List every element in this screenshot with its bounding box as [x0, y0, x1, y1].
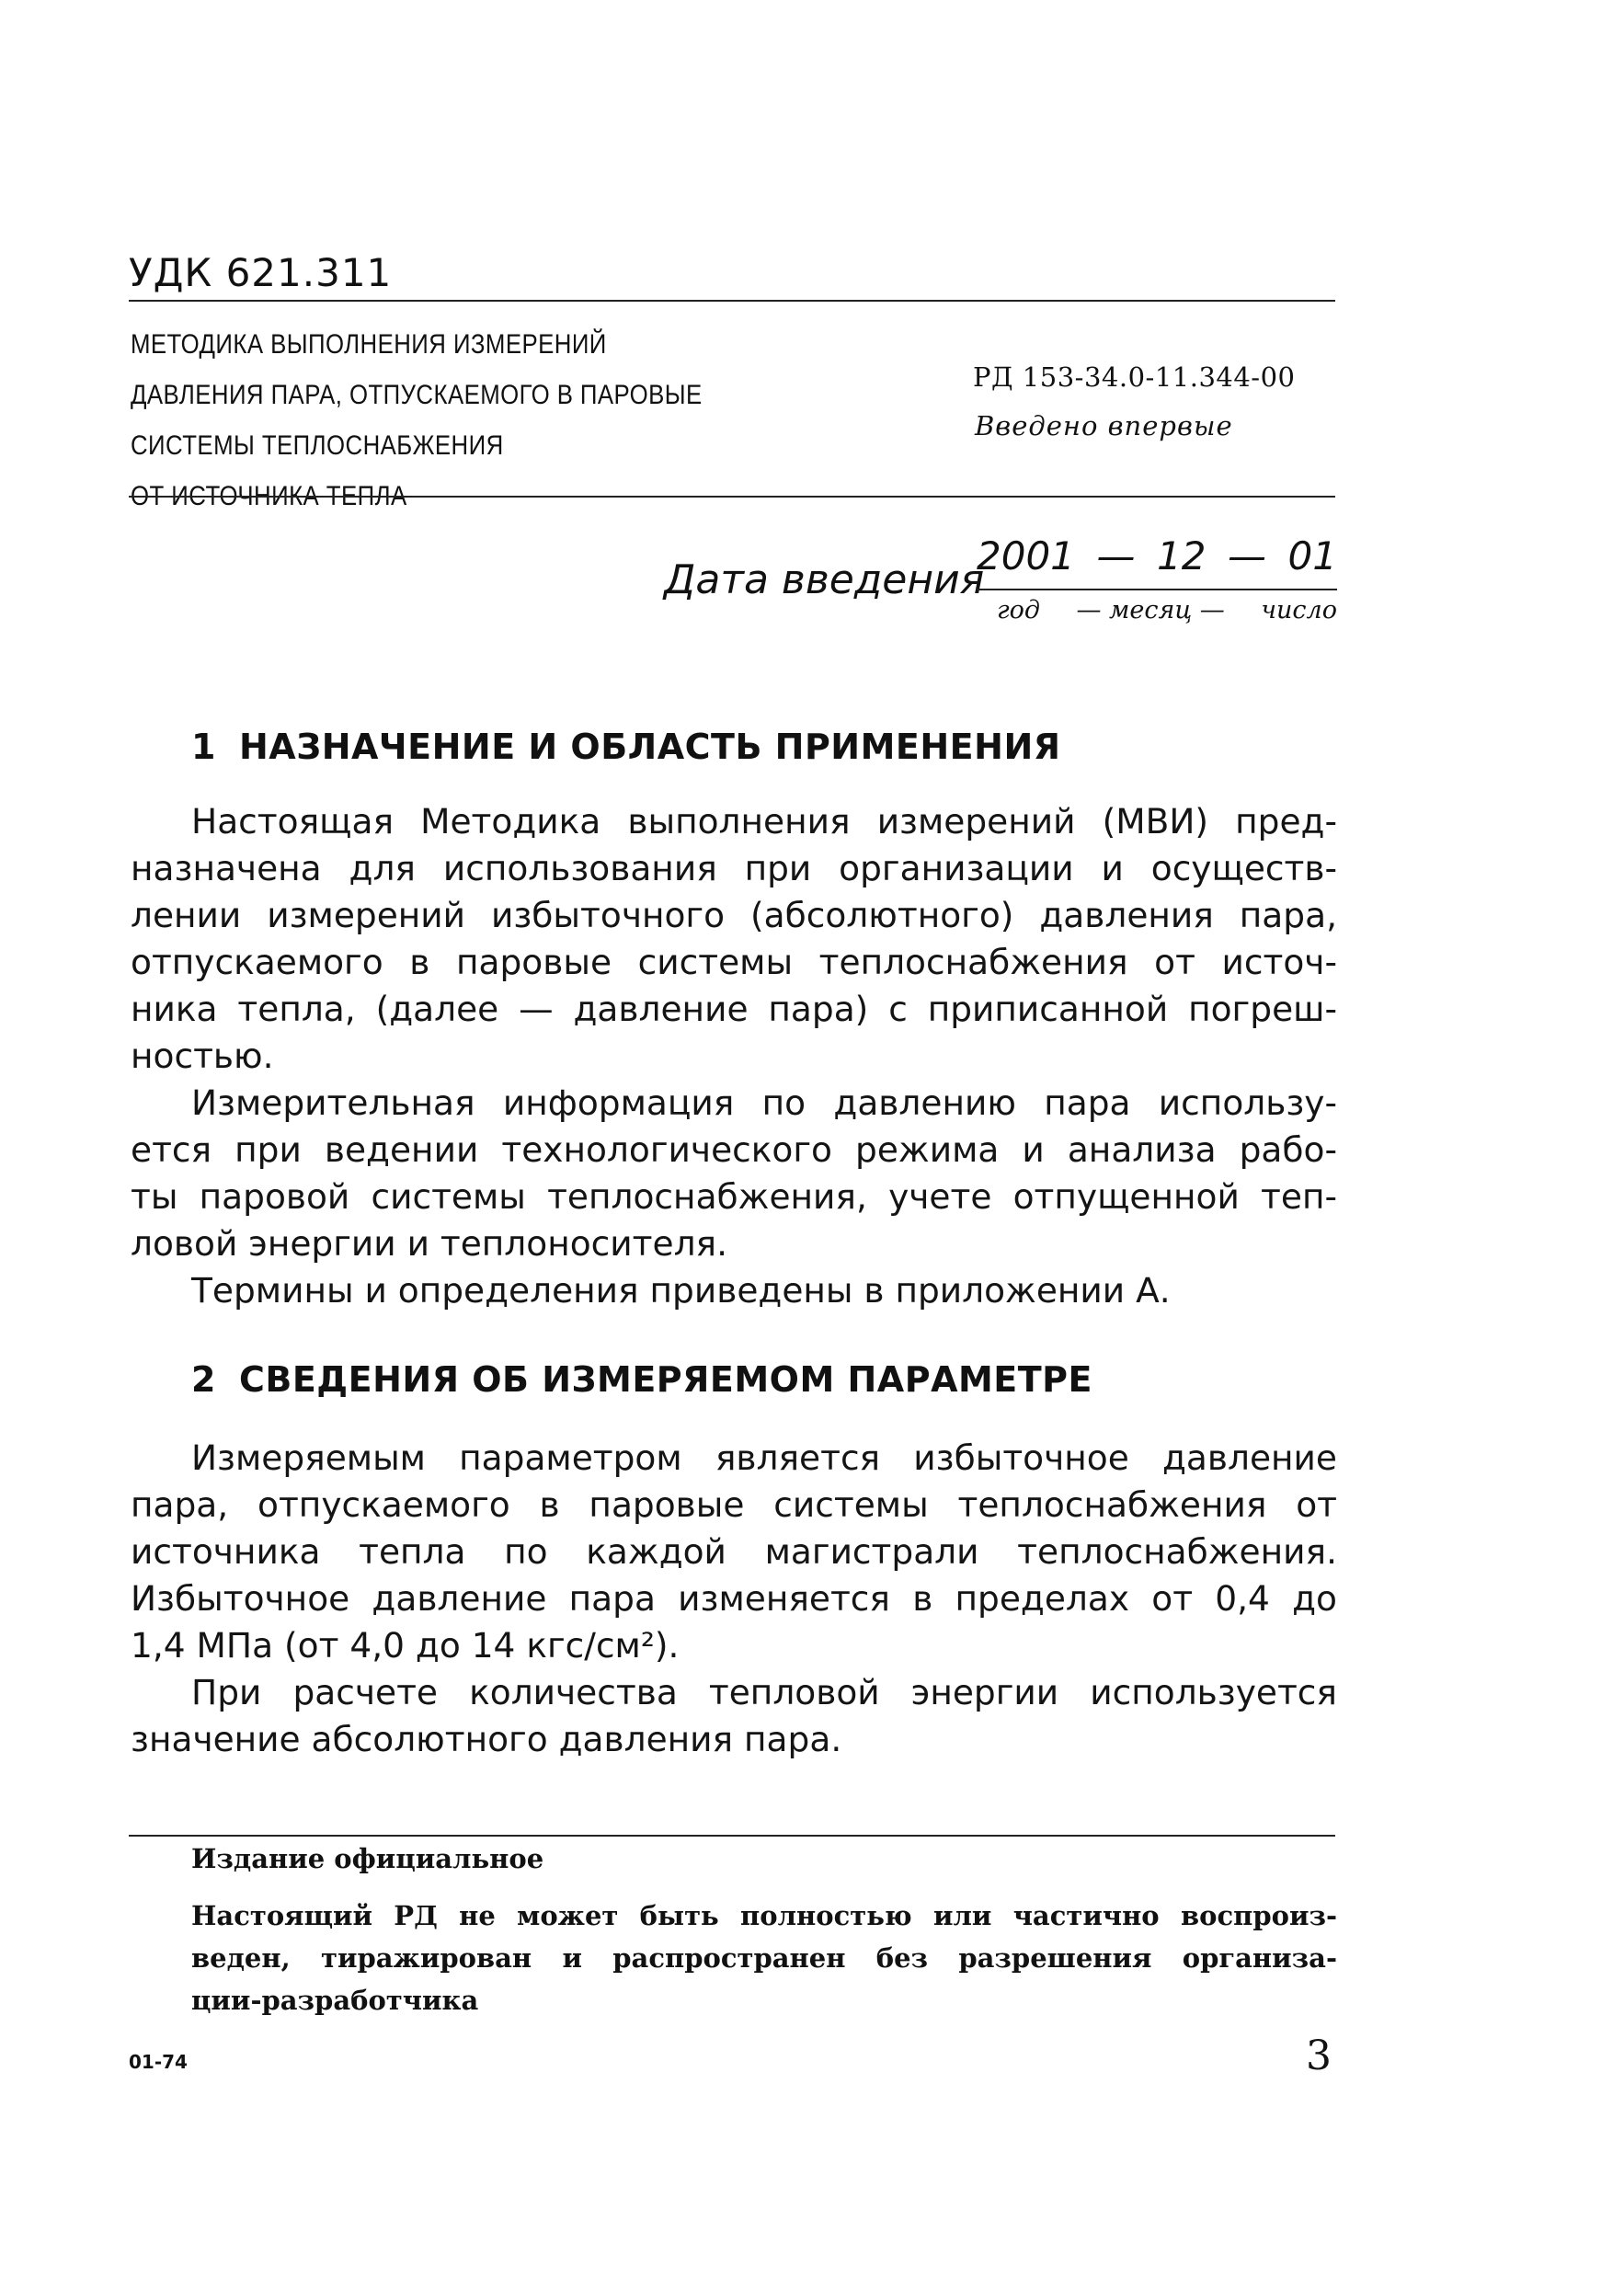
- caption-day: число: [1261, 596, 1337, 624]
- document-title-line: СИСТЕМЫ ТЕПЛОСНАБЖЕНИЯ: [131, 430, 504, 461]
- paragraph-line: значение абсолютного давления пара.: [131, 1719, 842, 1759]
- paragraph-line: Настоящая Методика выполнения измерений (МВИ) пред-: [191, 801, 1337, 842]
- document-title: [131, 319, 703, 521]
- paragraph-line: ника тепла, (далее — давление пара) с приписанной погреш-: [131, 989, 1337, 1029]
- section-number: 2: [191, 1359, 216, 1400]
- caption-month: — месяц —: [1076, 596, 1225, 624]
- section-title: НАЗНАЧЕНИЕ И ОБЛАСТЬ ПРИМЕНЕНИЯ: [239, 727, 1061, 767]
- document-title-line: МЕТОДИКА ВЫПОЛНЕНИЯ ИЗМЕРЕНИЙ: [131, 329, 607, 360]
- document-status: Введено впервые: [975, 410, 1233, 441]
- intro-date-label: Дата введения: [664, 556, 985, 603]
- paragraph-line: Измерительная информация по давлению пара использу-: [191, 1082, 1337, 1123]
- paragraph-line: пара, отпускаемого в паровые системы теплоснабжения от: [131, 1484, 1337, 1525]
- intro-date-day: 01: [1287, 533, 1337, 578]
- intro-date-year: 2001: [977, 533, 1075, 578]
- paragraph-line: Термины и определения приведены в приложении А.: [191, 1270, 1171, 1311]
- notice-line: веден, тиражирован и распространен без разрешения организа-: [191, 1942, 1337, 1974]
- paragraph-line: ловой энергии и теплоносителя.: [131, 1223, 728, 1264]
- intro-date-rule: [977, 589, 1337, 590]
- paragraph-line: ты паровой системы теплоснабжения, учете отпущенной теп-: [131, 1176, 1337, 1217]
- paragraph-line: отпускаемого в паровые системы теплоснабжения от источ-: [131, 942, 1337, 982]
- intro-date-month: 12: [1156, 533, 1207, 578]
- paragraph-line: назначена для использования при организации и осуществ-: [131, 848, 1337, 888]
- paragraph-line: Измеряемым параметром является избыточное давление: [191, 1437, 1337, 1478]
- section-number: 1: [191, 727, 216, 767]
- section-heading: [191, 1359, 1092, 1400]
- intro-date-dash: —: [1096, 533, 1136, 578]
- intro-date-dash: —: [1227, 533, 1266, 578]
- notice-line: Настоящий РД не может быть полностью или частично воспроиз-: [191, 1900, 1337, 1931]
- caption-year: год: [997, 596, 1041, 624]
- paragraph-line: источника тепла по каждой магистрали теплоснабжения.: [131, 1531, 1337, 1572]
- section-heading: [191, 727, 1061, 767]
- footer-rule: [129, 1835, 1335, 1837]
- page-number: 3: [1306, 2032, 1332, 2079]
- paragraph: [131, 1435, 1337, 1763]
- udk-code: УДК 621.311: [129, 250, 393, 295]
- header-top-rule: [129, 300, 1335, 302]
- paragraph-line: Избыточное давление пара изменяется в пределах от 0,4 до: [131, 1578, 1337, 1619]
- print-code: 01-74: [129, 2051, 188, 2073]
- notice-line: ции-разработчика: [191, 1985, 479, 2016]
- edition-label: Издание официальное: [191, 1843, 544, 1874]
- intro-date-values: [977, 533, 1337, 578]
- paragraph: [131, 798, 1337, 1314]
- paragraph-line: 1,4 МПа (от 4,0 до 14 кгс/см²).: [131, 1625, 680, 1666]
- document-code: РД 153-34.0-11.344-00: [973, 361, 1296, 393]
- paragraph-line: При расчете количества тепловой энергии используется: [191, 1672, 1337, 1712]
- paragraph-line: ностью.: [131, 1036, 274, 1076]
- section-title: СВЕДЕНИЯ ОБ ИЗМЕРЯЕМОМ ПАРАМЕТРЕ: [239, 1359, 1092, 1400]
- intro-date-caption: [997, 596, 1337, 624]
- paragraph-line: лении измерений избыточного (абсолютного) давления пара,: [131, 895, 1337, 935]
- header-bottom-rule: [129, 496, 1335, 498]
- paragraph-line: ется при ведении технологического режима и анализа рабо-: [131, 1129, 1337, 1170]
- copyright-notice: [191, 1895, 1337, 2021]
- document-title-line: ОТ ИСТОЧНИКА ТЕПЛА: [131, 481, 407, 511]
- document-title-line: ДАВЛЕНИЯ ПАРА, ОТПУСКАЕМОГО В ПАРОВЫЕ: [131, 380, 703, 410]
